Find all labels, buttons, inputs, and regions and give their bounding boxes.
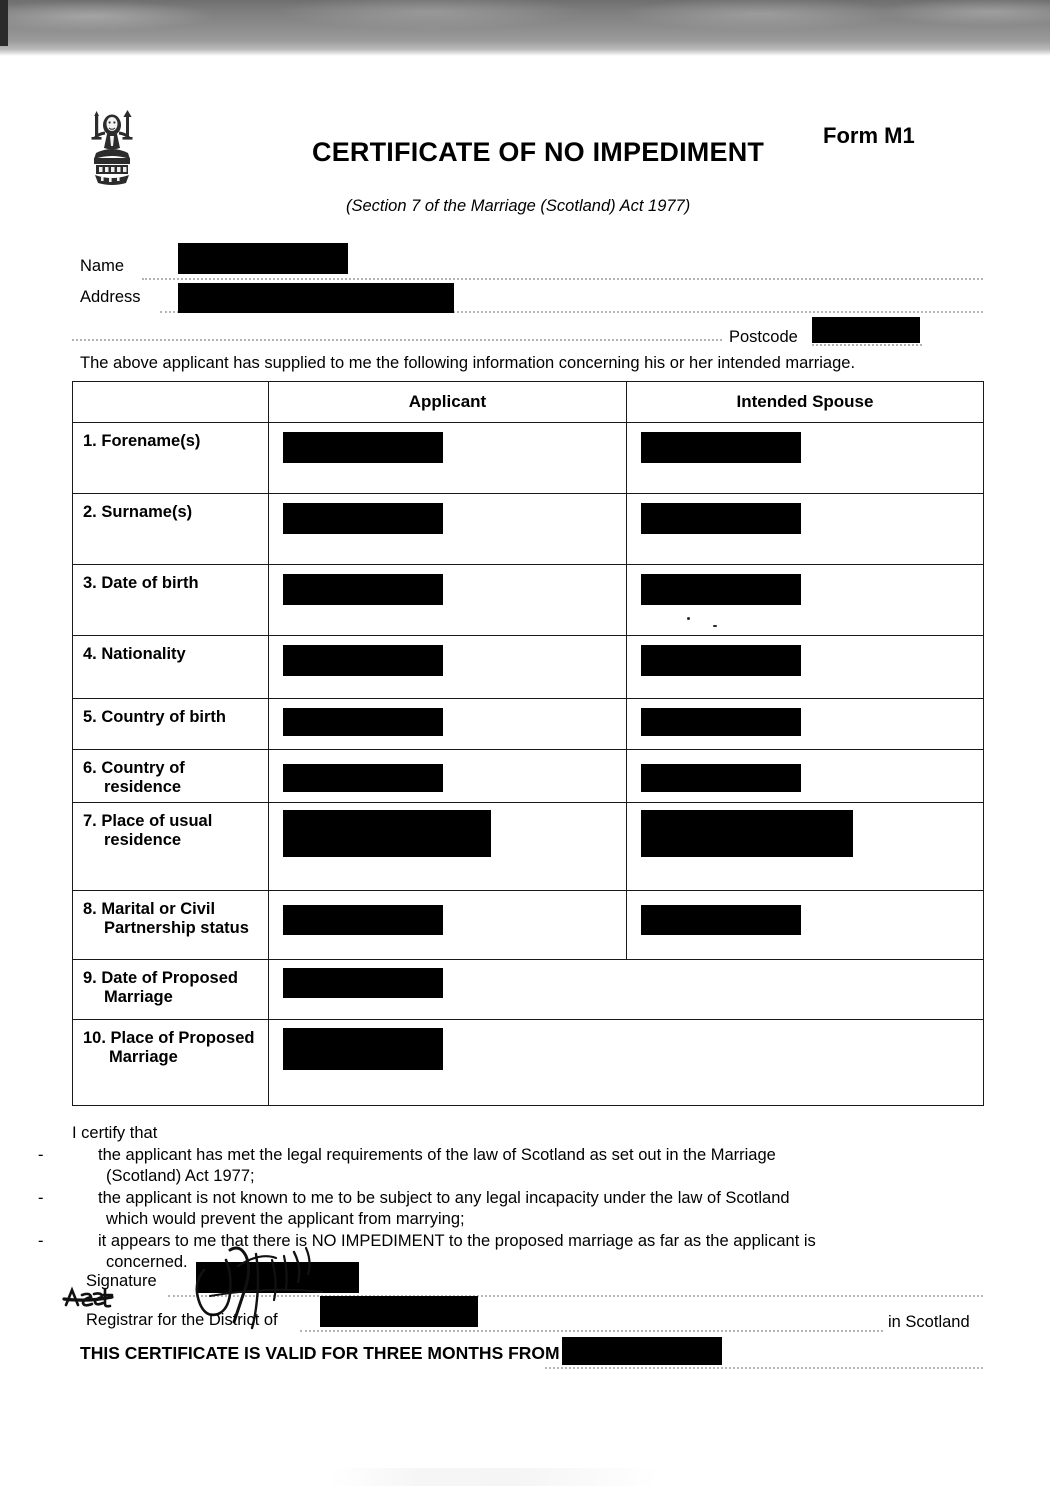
applicant-redaction [283, 432, 443, 463]
postcode-leader-line [812, 344, 922, 346]
scan-ghost-artifact [330, 1468, 660, 1486]
table-row [73, 565, 984, 636]
applicant-value-cell [269, 423, 627, 494]
certify-heading: I certify that [72, 1124, 158, 1142]
spouse-redaction [641, 810, 853, 857]
spouse-value-cell [627, 494, 984, 565]
applicant-redaction [283, 574, 443, 605]
certify-bullet-text: the applicant is not known to me to be subject to any legal incapacity under the law of Scotland which would prevent the applicant from marrying; [98, 1188, 790, 1229]
spouse-redaction [641, 645, 801, 676]
row-number: 5. [83, 708, 97, 726]
row-number: 2. [83, 503, 97, 521]
row-label-cell [73, 750, 269, 803]
signature-label: Signature [86, 1272, 157, 1290]
row-label-line2: Marriage [104, 988, 173, 1007]
scottish-registrar-crest-icon [83, 103, 141, 189]
row-label-line2: residence [104, 778, 182, 797]
applicant-value-cell [269, 699, 627, 750]
row-label-cell [73, 960, 269, 1020]
scan-corner-artifact [0, 0, 8, 46]
spouse-value-cell [627, 636, 984, 699]
spouse-redaction [641, 574, 801, 605]
row-number: 3. [83, 574, 97, 592]
row-label-cell [73, 1020, 269, 1106]
row-label: Country of birth [101, 708, 227, 726]
table-row [73, 750, 984, 803]
validity-statement: THIS CERTIFICATE IS VALID FOR THREE MONTHS FROM [80, 1343, 560, 1363]
applicant-value-cell [269, 803, 627, 891]
spouse-value-cell [627, 565, 984, 636]
row-number: 7. [83, 812, 97, 830]
table-row [73, 699, 984, 750]
scan-speck [713, 625, 717, 627]
row-label-cell [73, 803, 269, 891]
col-header-applicant: Applicant [269, 382, 627, 423]
applicant-redaction [283, 764, 443, 792]
name-label: Name [80, 257, 125, 275]
certify-bullet [38, 1188, 832, 1231]
applicant-value-cell [269, 565, 627, 636]
spouse-value-cell [627, 803, 984, 891]
name-redaction [178, 243, 348, 274]
spouse-value-cell [627, 423, 984, 494]
bullet-dash: - [38, 1188, 44, 1207]
registrar-district-label: Registrar for the District of [86, 1311, 278, 1329]
row-label: Nationality [101, 645, 186, 663]
table-row [73, 960, 984, 1020]
page-title: CERTIFICATE OF NO IMPEDIMENT [312, 137, 765, 167]
spouse-redaction [641, 905, 801, 935]
row-label-cell [73, 423, 269, 494]
row-label-line2: Partnership status [104, 919, 249, 938]
row-label: Marital or Civil [101, 900, 216, 918]
applicant-redaction [283, 905, 443, 935]
bullet-dash: - [38, 1146, 44, 1164]
registrar-district-redaction [320, 1296, 478, 1327]
row-label: Forename(s) [101, 432, 201, 450]
applicant-redaction [283, 810, 491, 857]
applicant-value-cell [269, 494, 627, 565]
row-label-cell [73, 565, 269, 636]
row-label-cell [73, 636, 269, 699]
spouse-redaction [641, 503, 801, 534]
applicant-value-cell [269, 636, 627, 699]
row-label-cell [73, 891, 269, 960]
name-leader-line [142, 278, 983, 280]
applicant-redaction [283, 645, 443, 676]
spouse-redaction [641, 764, 801, 792]
spouse-redaction [641, 432, 801, 463]
row-label: Country of [101, 759, 185, 777]
applicant-redaction [283, 503, 443, 534]
validity-date-redaction [562, 1337, 722, 1365]
applicant-redaction [283, 968, 443, 998]
applicant-value-cell-wide [269, 1020, 984, 1106]
in-scotland-text: in Scotland [888, 1313, 970, 1331]
row-number: 9. [83, 969, 97, 987]
table-row [73, 636, 984, 699]
particulars-table [72, 381, 984, 1106]
certify-bullet-text: the applicant has met the legal requirements of the law of Scotland as set out in the Marriage (Scotland) Act 1977; [98, 1146, 776, 1186]
row-label: Surname(s) [101, 503, 193, 521]
handwritten-asst-annotation [62, 1285, 114, 1311]
spouse-value-cell [627, 699, 984, 750]
col-header-intended-spouse: Intended Spouse [627, 382, 984, 423]
certify-bullet [38, 1145, 832, 1188]
form-number: Form M1 [823, 123, 915, 148]
row-number: 4. [83, 645, 97, 663]
table-row [73, 494, 984, 565]
table-row [73, 803, 984, 891]
row-label: Place of Proposed [110, 1029, 255, 1047]
row-label-cell [73, 494, 269, 565]
address-line2-leader [72, 339, 722, 341]
validity-date-leader-line [545, 1367, 983, 1369]
spouse-value-cell [627, 891, 984, 960]
table-row [73, 1020, 984, 1106]
row-label: Date of birth [101, 574, 199, 592]
address-redaction [178, 283, 454, 313]
applicant-redaction [283, 1028, 443, 1070]
applicant-redaction [283, 708, 443, 736]
postcode-redaction [812, 317, 920, 343]
spouse-value-cell [627, 750, 984, 803]
row-label: Place of usual [101, 812, 213, 830]
row-number: 6. [83, 759, 97, 777]
col-header-blank [73, 382, 269, 423]
address-label: Address [80, 288, 141, 306]
row-label: Date of Proposed [101, 969, 238, 987]
table-header-row [73, 382, 984, 423]
row-number: 1. [83, 432, 97, 450]
row-label-cell [73, 699, 269, 750]
applicant-value-cell-wide [269, 960, 984, 1020]
row-number: 8. [83, 900, 97, 918]
bullet-dash: - [38, 1231, 44, 1250]
applicant-value-cell [269, 891, 627, 960]
row-label-line2: Marriage [109, 1048, 178, 1067]
table-row [73, 423, 984, 494]
registrar-district-leader-line [300, 1330, 883, 1332]
page-subtitle: (Section 7 of the Marriage (Scotland) Act 1977) [346, 197, 691, 215]
scan-speck [687, 617, 690, 620]
intro-sentence: The above applicant has supplied to me the following information concerning his or her intended marriage. [80, 354, 856, 372]
applicant-value-cell [269, 750, 627, 803]
certify-bullet-text: it appears to me that there is NO IMPEDIMENT to the proposed marriage as far as the applicant is concerned. [98, 1231, 816, 1272]
row-number: 10. [83, 1029, 106, 1047]
postcode-label: Postcode [729, 328, 798, 346]
table-row [73, 891, 984, 960]
spouse-redaction [641, 708, 801, 736]
scan-edge-shadow [0, 0, 1050, 56]
row-label-line2: residence [104, 831, 182, 850]
